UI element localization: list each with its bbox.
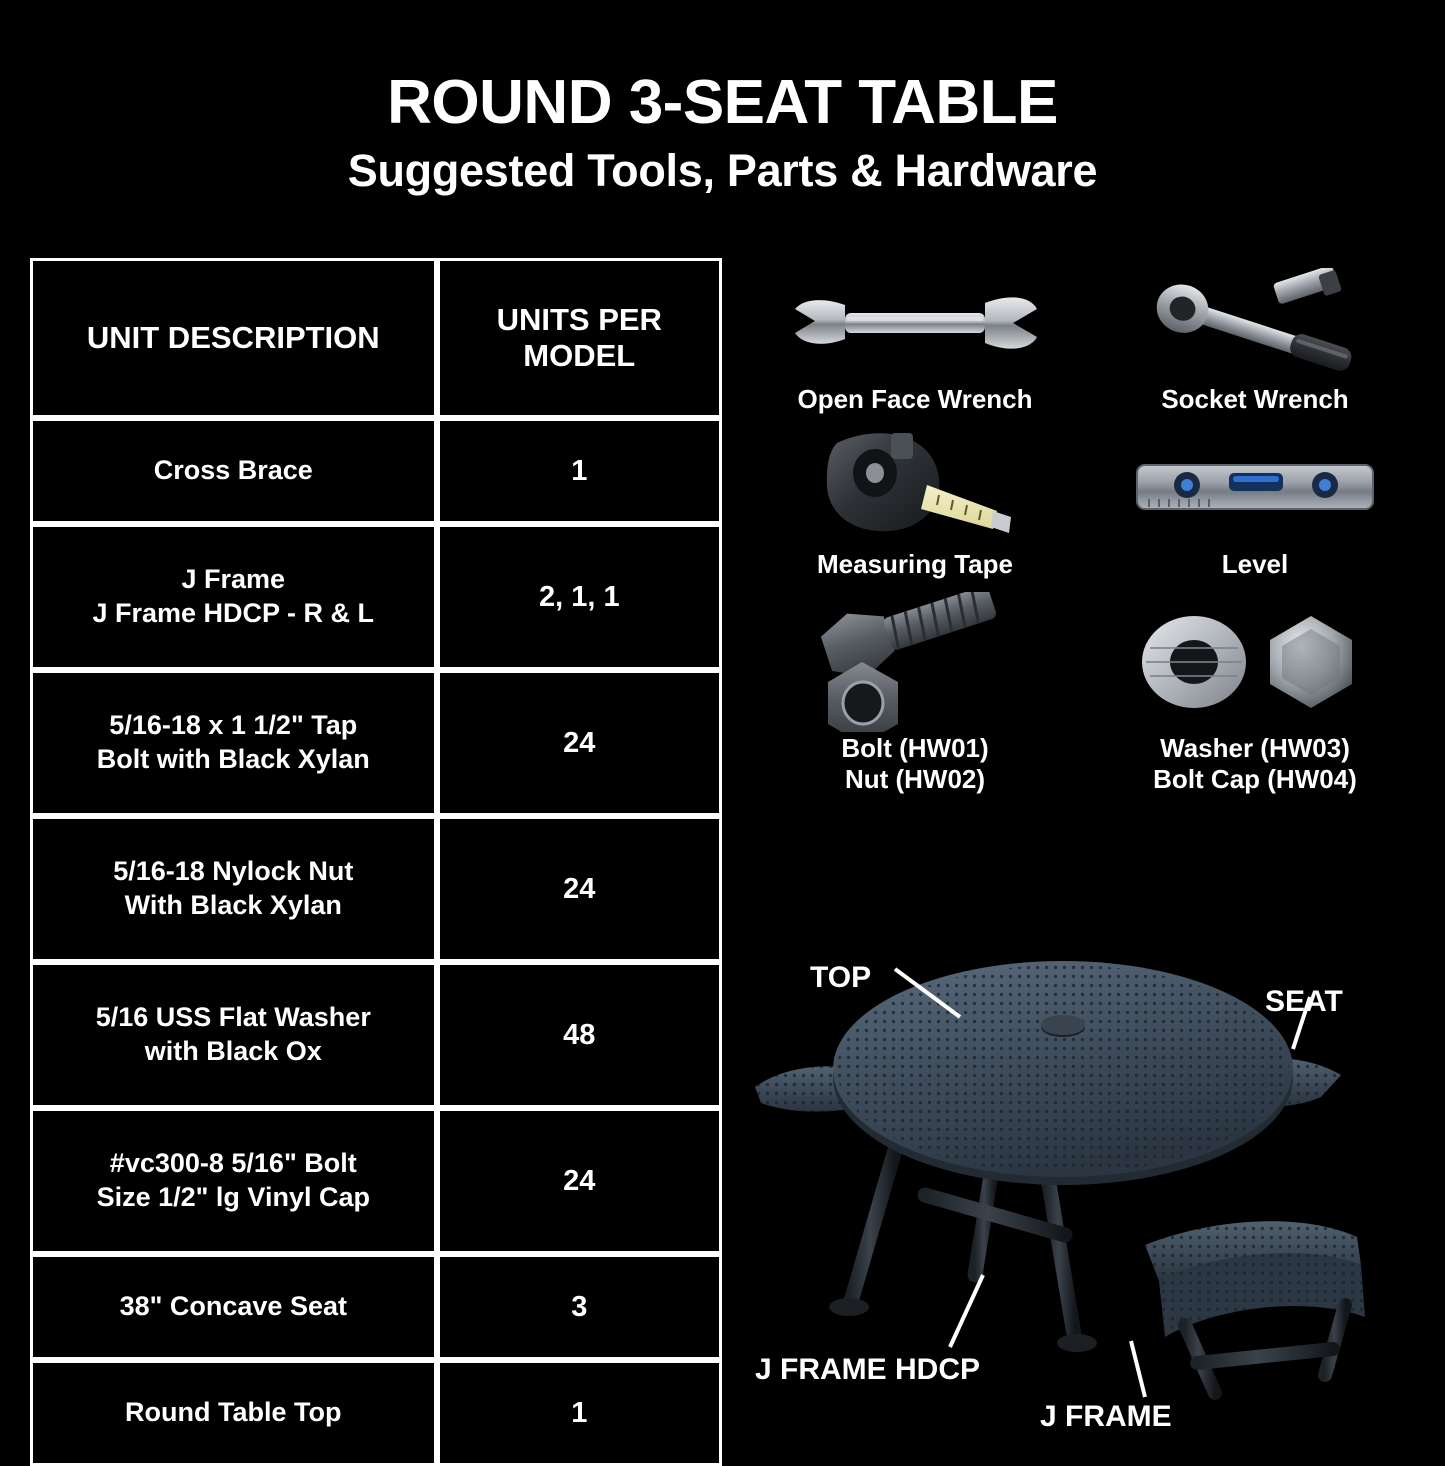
- cell-description-line2: Bolt with Black Xylan: [96, 744, 370, 774]
- header: [0, 70, 1445, 197]
- column-header-description: UNIT DESCRIPTION: [30, 258, 437, 418]
- table-row: [30, 418, 722, 524]
- open-face-wrench-icon: [745, 268, 1085, 378]
- bolt-nut-icon: [745, 597, 1085, 727]
- tool-open-face-wrench: [745, 268, 1085, 433]
- tool-socket-wrench: [1085, 268, 1425, 433]
- cell-description: [30, 962, 437, 1108]
- washer-boltcap-icon: [1085, 597, 1425, 727]
- socket-wrench-icon: [1085, 268, 1425, 378]
- tool-label: [745, 733, 1085, 794]
- cell-description: Round Table Top: [30, 1360, 437, 1466]
- cell-description: 38" Concave Seat: [30, 1254, 437, 1360]
- level-icon: [1085, 433, 1425, 543]
- table-row: [30, 1254, 722, 1360]
- cell-description-line1: J Frame: [181, 564, 286, 595]
- tools-row-3: [745, 597, 1425, 812]
- tools-row-2: [745, 433, 1425, 598]
- cell-units: 1: [437, 1360, 722, 1466]
- table-header-row: [30, 258, 722, 418]
- cell-description-line1: #vc300-8 5/16" Bolt: [109, 1148, 357, 1179]
- table-row: [30, 1360, 722, 1466]
- cell-description: [30, 816, 437, 962]
- cell-units: 24: [437, 670, 722, 816]
- tool-washer-boltcap: [1085, 597, 1425, 812]
- column-header-units: [437, 258, 722, 418]
- tool-label: [1085, 733, 1425, 794]
- callout-top: TOP: [810, 961, 872, 994]
- tool-label: Open Face Wrench: [797, 384, 1033, 414]
- tool-label-line2: Bolt Cap (HW04): [1153, 764, 1357, 795]
- cell-units: 24: [437, 1108, 722, 1254]
- cell-units: 3: [437, 1254, 722, 1360]
- column-header-units-text: UNITS PER MODEL: [496, 302, 662, 373]
- cell-description: [30, 524, 437, 670]
- cell-description-line1: 5/16 USS Flat Washer: [95, 1002, 371, 1033]
- tools-panel: [745, 268, 1425, 813]
- page-subtitle: Suggested Tools, Parts & Hardware: [347, 145, 1098, 197]
- cell-description-line1: 5/16-18 Nylock Nut: [113, 856, 354, 887]
- cell-description-line1: 5/16-18 x 1 1/2" Tap: [109, 710, 358, 741]
- cell-description: Cross Brace: [30, 418, 437, 524]
- tool-level: [1085, 433, 1425, 598]
- cell-units: 2, 1, 1: [437, 524, 722, 670]
- cell-units: 48: [437, 962, 722, 1108]
- tool-label-line1: Washer (HW03): [1160, 733, 1350, 764]
- table-row: [30, 962, 722, 1108]
- tool-label: Measuring Tape: [816, 548, 1013, 579]
- cell-description-line2: with Black Ox: [144, 1036, 322, 1066]
- product-illustration: [745, 945, 1435, 1435]
- tool-label-line1: Bolt (HW01): [841, 733, 989, 764]
- callout-j-frame: J FRAME: [1040, 1400, 1172, 1433]
- tool-label: Level: [1221, 548, 1289, 579]
- cell-description-line2: J Frame HDCP - R & L: [92, 598, 375, 628]
- tools-row-1: [745, 268, 1425, 433]
- table-row: [30, 524, 722, 670]
- table-row: [30, 816, 722, 962]
- cell-description-line2: Size 1/2" lg Vinyl Cap: [96, 1182, 370, 1212]
- callout-seat: SEAT: [1265, 985, 1343, 1018]
- cell-description-line2: With Black Xylan: [124, 890, 342, 920]
- tool-label-line2: Nut (HW02): [844, 764, 986, 795]
- table-row: [30, 1108, 722, 1254]
- cell-description: [30, 670, 437, 816]
- measuring-tape-icon: [745, 433, 1085, 543]
- cell-description: [30, 1108, 437, 1254]
- page-title: ROUND 3-SEAT TABLE: [387, 68, 1058, 137]
- callout-j-frame-hdcp: J FRAME HDCP: [755, 1353, 981, 1386]
- cell-units: 24: [437, 816, 722, 962]
- tool-measuring-tape: [745, 433, 1085, 598]
- tool-bolt-nut: [745, 597, 1085, 812]
- tool-label: Socket Wrench: [1161, 384, 1349, 414]
- table-row: [30, 670, 722, 816]
- parts-table: [30, 258, 722, 1466]
- cell-units: 1: [437, 418, 722, 524]
